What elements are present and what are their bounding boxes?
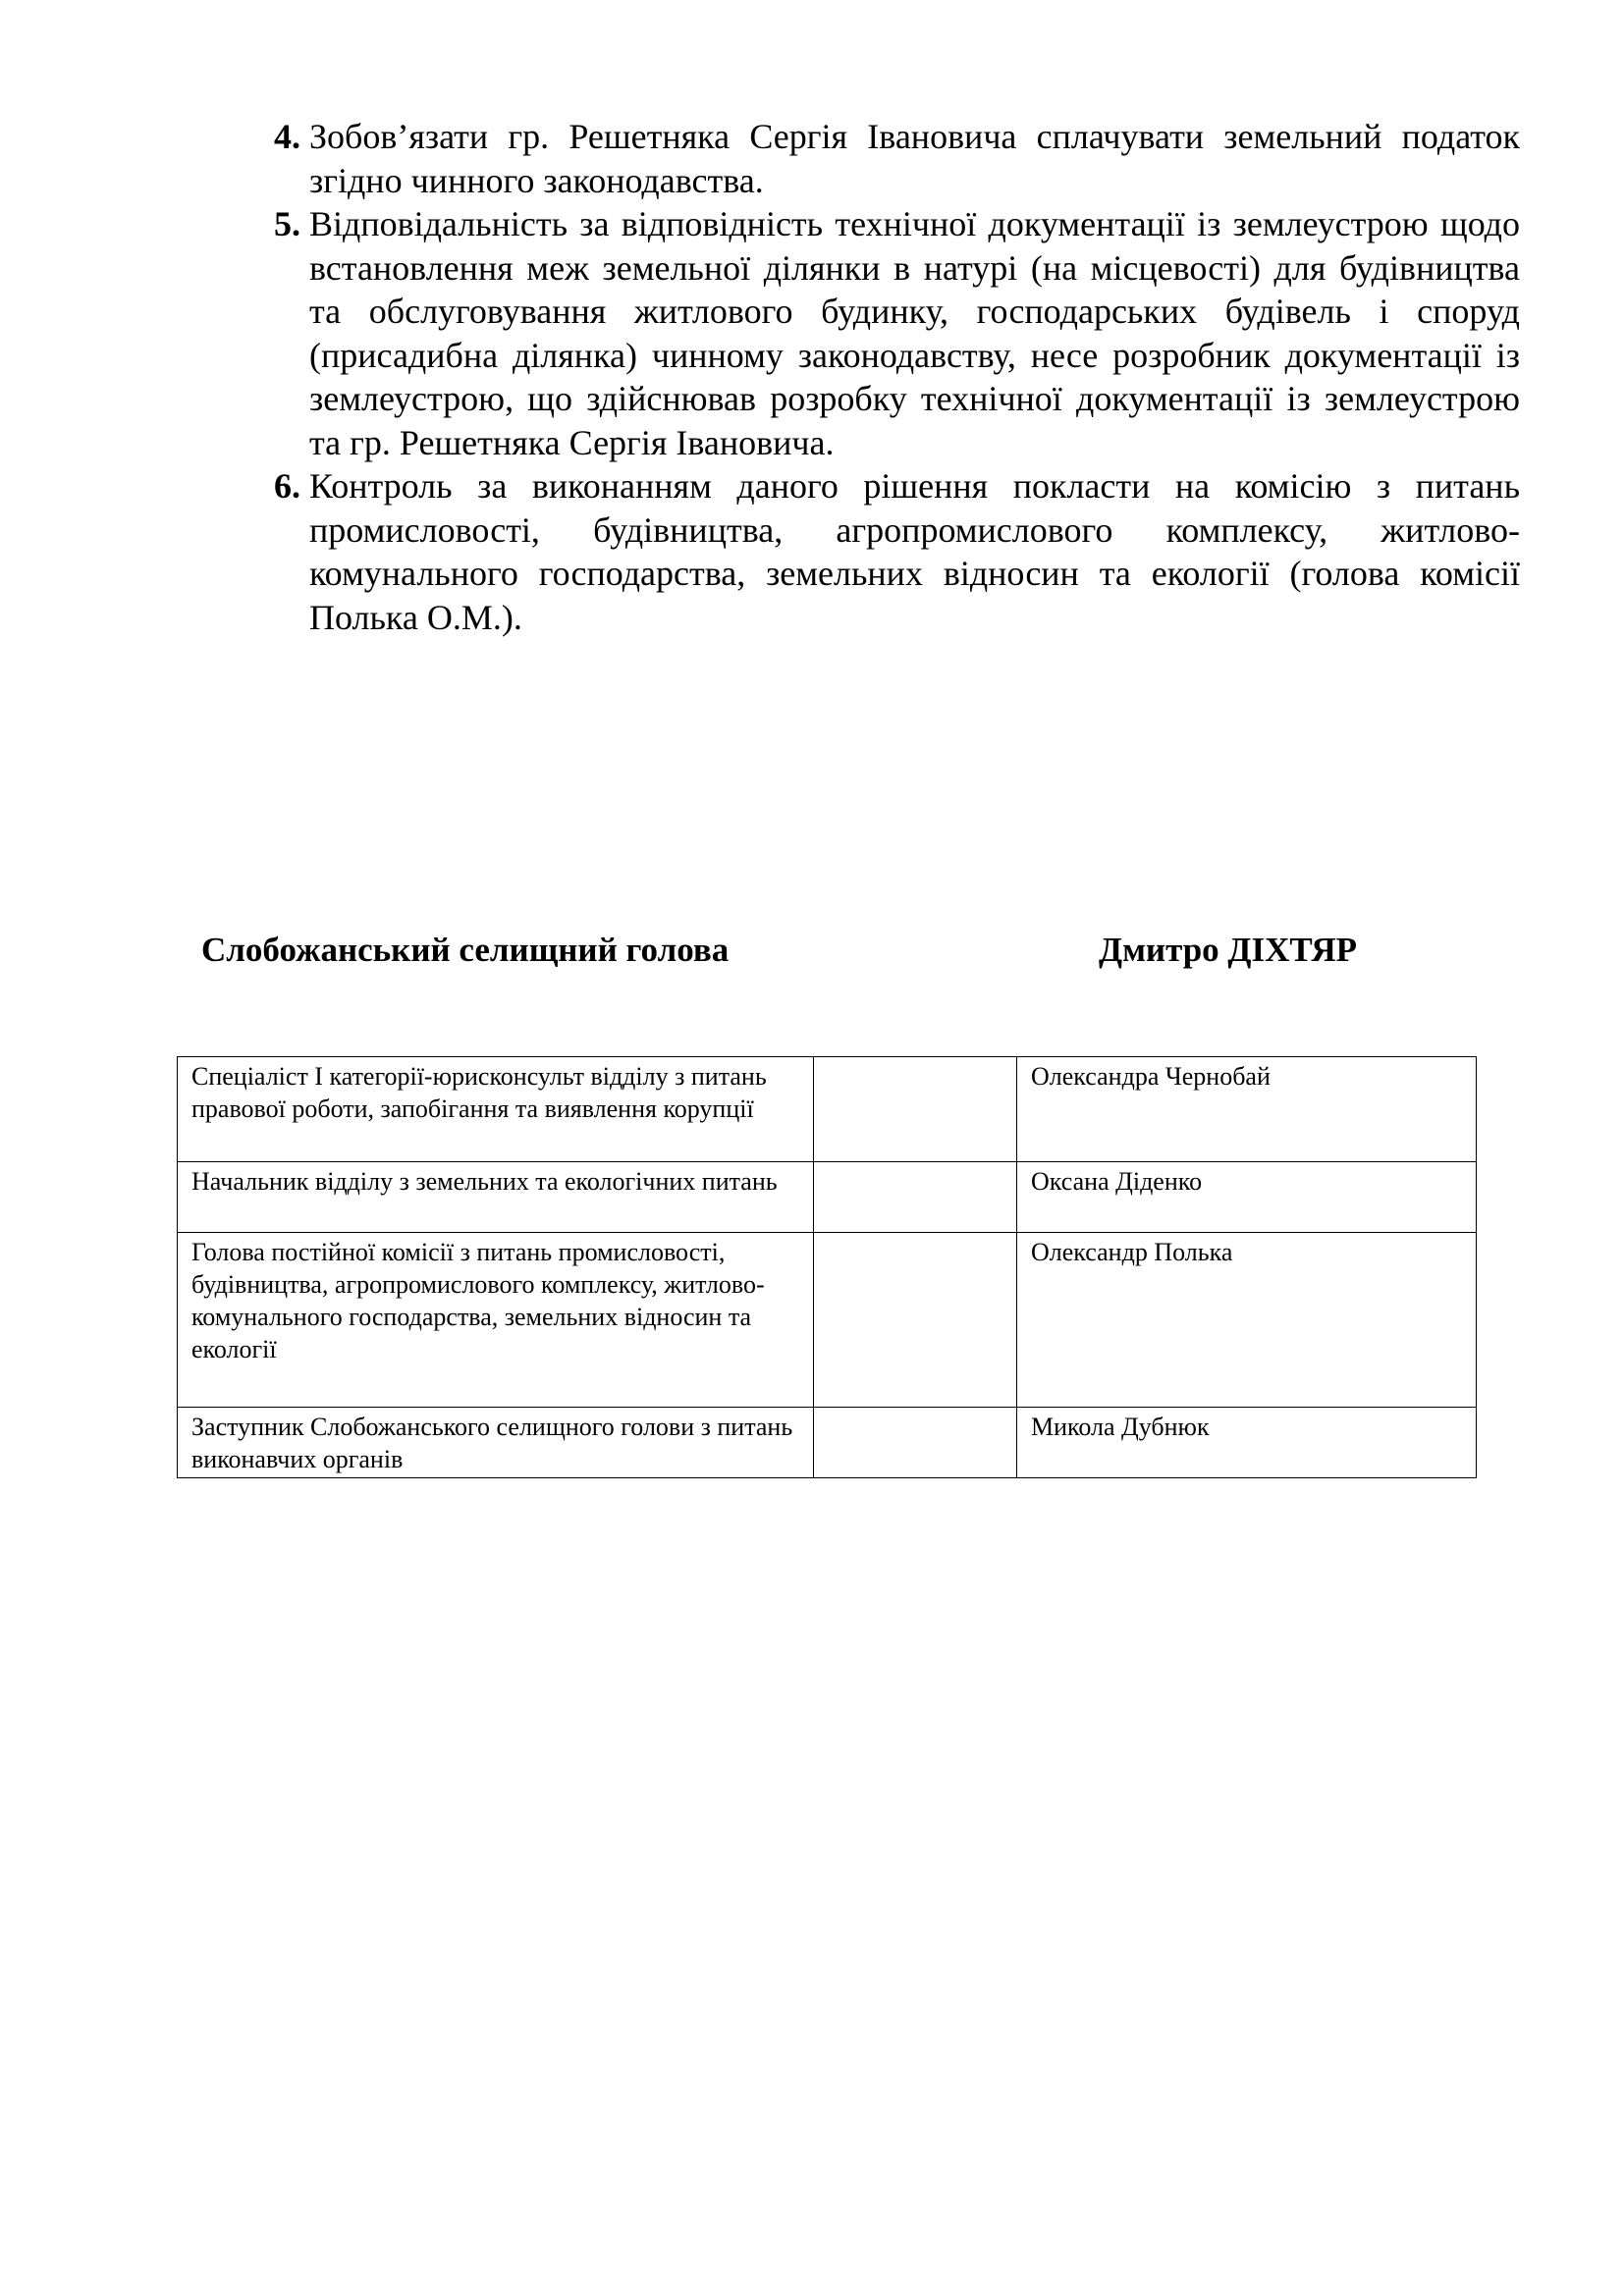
approval-signature-cell	[814, 1057, 1017, 1162]
decision-item-text: Контроль за виконанням даного рішення покласти на комісію з питань промисловості, будівництва, агропромислового комплексу, житлово-комунального господарства, земельних відносин та екології (голова комісії Полька О.М.).	[309, 466, 1520, 637]
decision-item-number: 5.	[274, 204, 300, 243]
approval-name-cell: Микола Дубнюк	[1017, 1408, 1477, 1478]
approval-row	[178, 1162, 1477, 1233]
approval-position-cell: Начальник відділу з земельних та екологічних питань	[178, 1162, 814, 1233]
decision-item	[253, 115, 1520, 202]
approval-row	[178, 1408, 1477, 1478]
approval-row	[178, 1233, 1477, 1408]
approval-signature-cell	[814, 1162, 1017, 1233]
approval-position-cell: Заступник Слобожанського селищного голови з питань виконавчих органів	[178, 1408, 814, 1478]
approvals-table	[177, 1056, 1477, 1478]
approval-name-cell: Оксана Діденко	[1017, 1162, 1477, 1233]
approval-row	[178, 1057, 1477, 1162]
decision-item-text: Зобов’язати гр. Решетняка Сергія Івановича сплачувати земельний податок згідно чинного законодавства.	[309, 117, 1520, 200]
approval-position-cell: Голова постійної комісії з питань промисловості, будівництва, агропромислового комплексу, житлово-комунального господарства, земельних відносин та екології	[178, 1233, 814, 1408]
approval-name-cell: Олександра Чернобай	[1017, 1057, 1477, 1162]
decision-item-text: Відповідальність за відповідність технічної документації із землеустрою щодо встановлення меж земельної ділянки в натурі (на місцевості) для будівництва та обслуговування житлового будинку, господарських будівель і споруд (присадибна ділянка) чинному законодавству, несе розробник документації із землеустрою, що здійснював розробку технічної документації із землеустрою та гр. Решетняка Сергія Івановича.	[309, 204, 1520, 462]
decision-item-number: 6.	[274, 466, 300, 506]
decision-item-number: 4.	[274, 117, 300, 156]
approval-name-cell: Олександр Полька	[1017, 1233, 1477, 1408]
approval-position-cell: Спеціаліст І категорії-юрисконсульт відділу з питань правової роботи, запобігання та виявлення корупції	[178, 1057, 814, 1162]
decision-items-list	[253, 115, 1520, 639]
decision-item	[253, 464, 1520, 639]
signatory-position: Слобожанський селищний голова	[201, 931, 730, 969]
decision-item	[253, 202, 1520, 464]
signatory-name: Дмитро ДІХТЯР	[1099, 931, 1358, 969]
approval-signature-cell	[814, 1408, 1017, 1478]
approval-signature-cell	[814, 1233, 1017, 1408]
